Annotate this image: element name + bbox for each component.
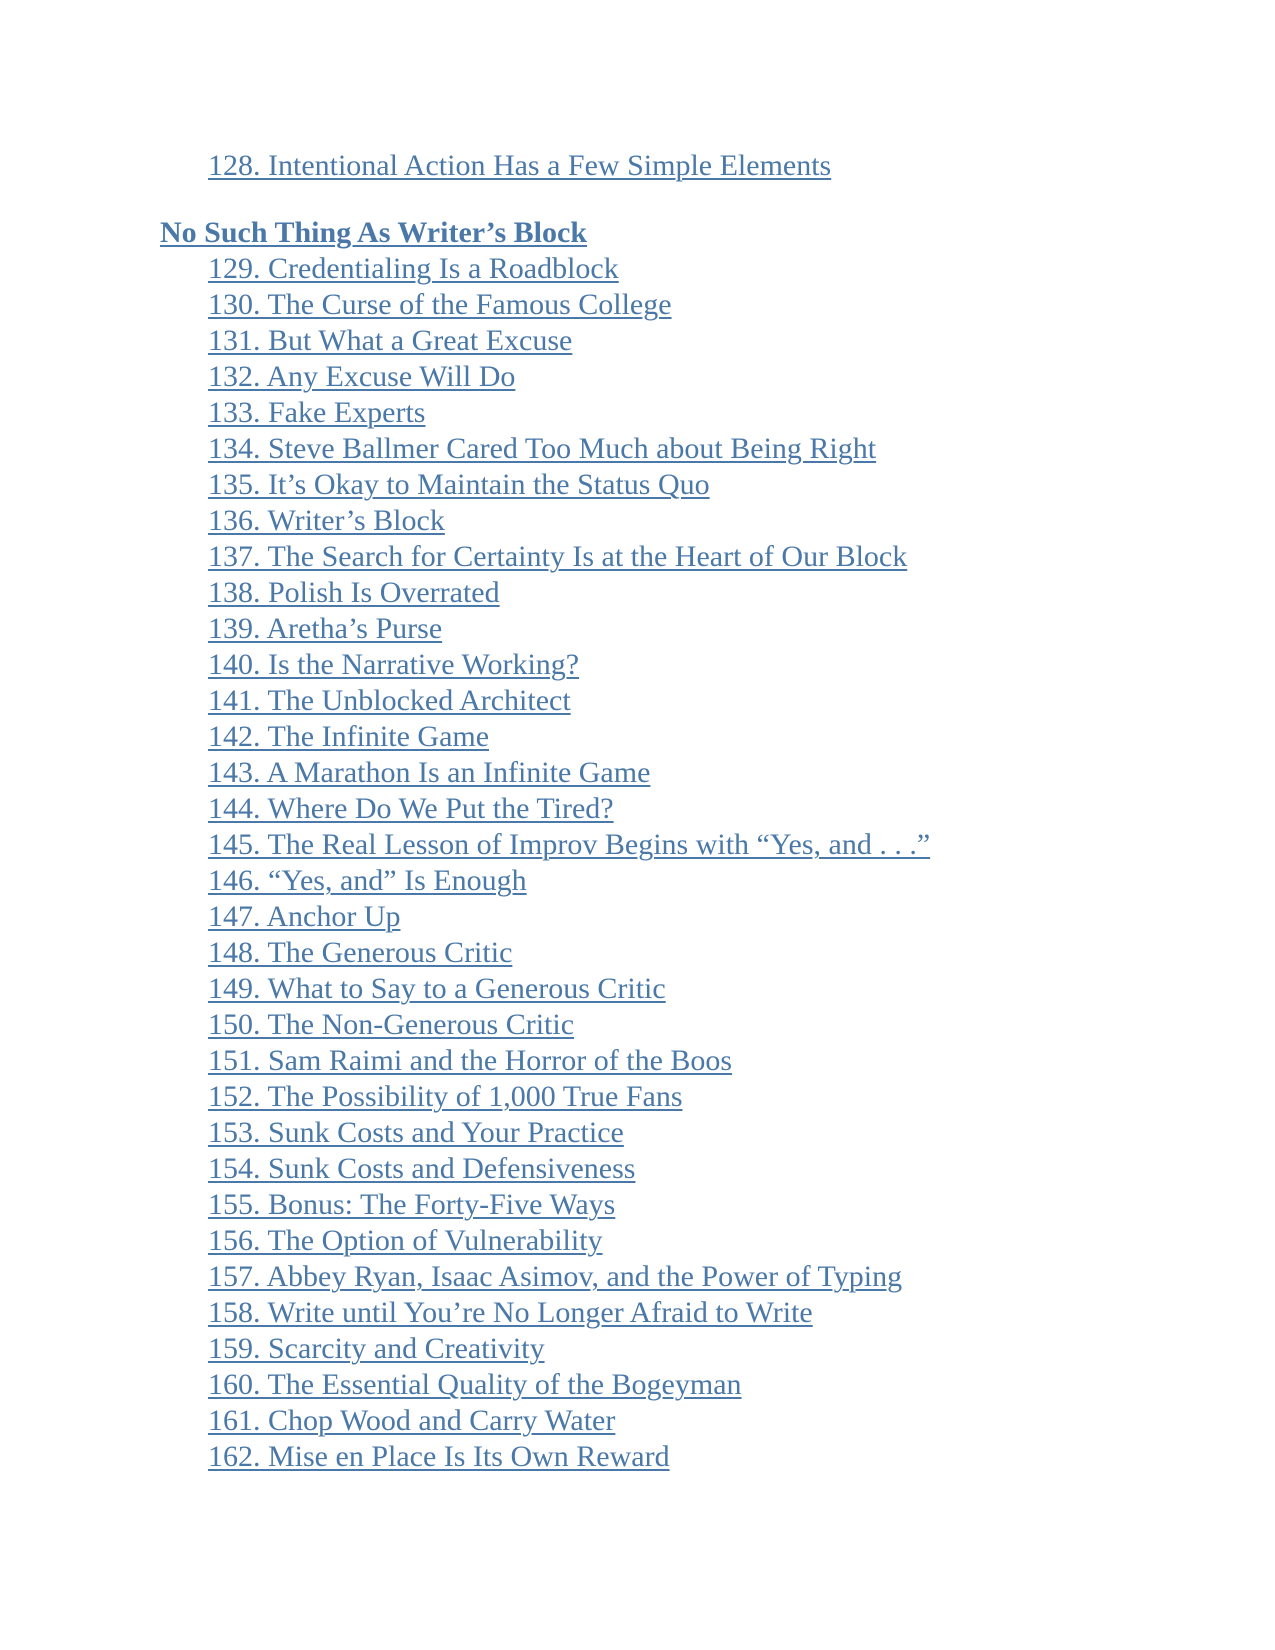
list-item: [208, 935, 930, 971]
list-item: [208, 683, 930, 719]
section-heading: [160, 215, 930, 251]
list-item: [208, 647, 930, 683]
toc-link[interactable]: 161. Chop Wood and Carry Water: [208, 1404, 616, 1437]
list-item: [208, 755, 930, 791]
toc-link[interactable]: 140. Is the Narrative Working?: [208, 648, 580, 681]
toc-link[interactable]: 136. Writer’s Block: [208, 504, 445, 537]
list-item: [208, 1331, 930, 1367]
toc-link[interactable]: 155. Bonus: The Forty-Five Ways: [208, 1188, 616, 1221]
list-item: [208, 863, 930, 899]
list-item: [208, 791, 930, 827]
list-item: [208, 539, 930, 575]
list-item: [208, 1259, 930, 1295]
toc-link[interactable]: 135. It’s Okay to Maintain the Status Quo: [208, 468, 710, 501]
toc-link[interactable]: 137. The Search for Certainty Is at the Heart of Our Block: [208, 540, 908, 573]
toc-entry-128: [208, 148, 831, 184]
toc-link[interactable]: 146. “Yes, and” Is Enough: [208, 864, 527, 897]
list-item: [208, 251, 930, 287]
list-item: [208, 1439, 930, 1475]
toc-link[interactable]: 134. Steve Ballmer Cared Too Much about Being Right: [208, 432, 877, 465]
toc-link[interactable]: 158. Write until You’re No Longer Afraid to Write: [208, 1296, 813, 1329]
list-item: [208, 1151, 930, 1187]
toc-link[interactable]: 149. What to Say to a Generous Critic: [208, 972, 666, 1005]
toc-link[interactable]: 152. The Possibility of 1,000 True Fans: [208, 1080, 683, 1113]
toc-link[interactable]: 147. Anchor Up: [208, 900, 401, 933]
toc-link[interactable]: 145. The Real Lesson of Improv Begins with “Yes, and . . .”: [208, 828, 931, 861]
toc-entry-list: [160, 251, 930, 1475]
toc-link[interactable]: 148. The Generous Critic: [208, 936, 513, 969]
toc-link[interactable]: 151. Sam Raimi and the Horror of the Boos: [208, 1044, 733, 1077]
list-item: [208, 1223, 930, 1259]
list-item: [208, 359, 930, 395]
toc-link[interactable]: 128. Intentional Action Has a Few Simple Elements: [208, 149, 832, 182]
list-item: [208, 611, 930, 647]
list-item: [208, 431, 930, 467]
list-item: [208, 395, 930, 431]
toc-link[interactable]: 129. Credentialing Is a Roadblock: [208, 252, 619, 285]
toc-link[interactable]: 131. But What a Great Excuse: [208, 324, 573, 357]
list-item: [208, 1187, 930, 1223]
list-item: [208, 503, 930, 539]
toc-link[interactable]: 143. A Marathon Is an Infinite Game: [208, 756, 651, 789]
list-item: [208, 719, 930, 755]
list-item: [208, 1295, 930, 1331]
toc-link[interactable]: 141. The Unblocked Architect: [208, 684, 571, 717]
list-item: [208, 323, 930, 359]
toc-link[interactable]: 159. Scarcity and Creativity: [208, 1332, 545, 1365]
toc-link[interactable]: 132. Any Excuse Will Do: [208, 360, 516, 393]
list-item: [208, 1403, 930, 1439]
toc-link[interactable]: 156. The Option of Vulnerability: [208, 1224, 603, 1257]
list-item: [208, 1043, 930, 1079]
list-item: [208, 287, 930, 323]
toc-link[interactable]: 130. The Curse of the Famous College: [208, 288, 672, 321]
toc-link[interactable]: 144. Where Do We Put the Tired?: [208, 792, 614, 825]
toc-link[interactable]: 157. Abbey Ryan, Isaac Asimov, and the Power of Typing: [208, 1260, 903, 1293]
list-item: [208, 899, 930, 935]
toc-link[interactable]: 142. The Infinite Game: [208, 720, 490, 753]
list-item: [208, 1007, 930, 1043]
toc-section: [160, 215, 930, 1475]
list-item: [208, 1079, 930, 1115]
list-item: [208, 1115, 930, 1151]
toc-link[interactable]: 138. Polish Is Overrated: [208, 576, 500, 609]
toc-link[interactable]: 133. Fake Experts: [208, 396, 426, 429]
list-item: [208, 1367, 930, 1403]
toc-link[interactable]: 139. Aretha’s Purse: [208, 612, 443, 645]
toc-link[interactable]: 150. The Non-Generous Critic: [208, 1008, 575, 1041]
list-item: [208, 827, 930, 863]
list-item: [208, 971, 930, 1007]
list-item: [208, 575, 930, 611]
list-item: [208, 467, 930, 503]
section-title-link[interactable]: No Such Thing As Writer’s Block: [160, 216, 588, 249]
toc-link[interactable]: 162. Mise en Place Is Its Own Reward: [208, 1440, 670, 1473]
toc-link[interactable]: 160. The Essential Quality of the Bogeyman: [208, 1368, 742, 1401]
toc-link[interactable]: 154. Sunk Costs and Defensiveness: [208, 1152, 636, 1185]
toc-link[interactable]: 153. Sunk Costs and Your Practice: [208, 1116, 624, 1149]
